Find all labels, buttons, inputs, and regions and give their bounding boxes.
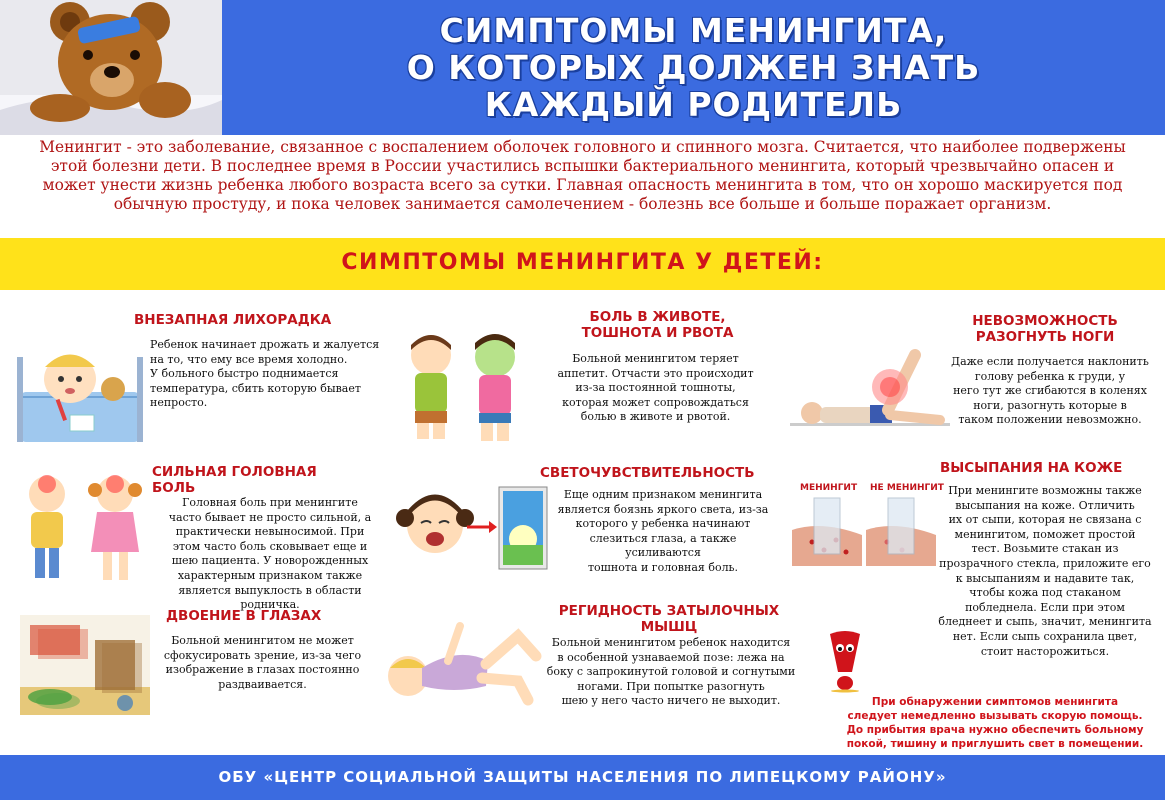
symptom-title-stomach: БОЛЬ В ЖИВОТЕ, ТОШНОТА И РВОТА (581, 309, 734, 341)
symptom-title-light: СВЕТОЧУВСТВИТЕЛЬНОСТЬ (540, 465, 755, 481)
warning-text: При обнаружении симптомов менингита следует немедленно вызывать скорую помощь. До прибытия врача нужно обеспечить больному покой, тишину и приглушить свет в помещении. (846, 696, 1144, 750)
section-title: СИМПТОМЫ МЕНИНГИТА У ДЕТЕЙ: (341, 250, 824, 275)
svg-text:МЕНИНГИТ: МЕНИНГИТ (800, 483, 858, 493)
page-title: СИМПТОМЫ МЕНИНГИТА, О КОТОРЫХ ДОЛЖЕН ЗНАТЬ КАЖДЫЙ РОДИТЕЛЬ (406, 11, 981, 124)
symptom-text-neck: Больной менингитом ребенок находится в особенной узнаваемой позе: лежа на боку с запрокинутой головой и согнутыми ногами. При попытке разогнуть шею у него часто ничего не выходит. (546, 636, 796, 708)
double-vision-room-icon (20, 615, 150, 715)
footer-organization: ОБУ «ЦЕНТР СОЦИАЛЬНОЙ ЗАЩИТЫ НАСЕЛЕНИЯ ПО ЛИПЕЦКОМУ РАЙОНУ» (218, 768, 947, 786)
symptom-text-headache: Головная боль при менингите часто бывает не просто сильной, а практически невыносимой. При этом часто боль сковывает еще и шею пациента. У новорожденных характерным признаком также является выпуклость в области родничка. (168, 496, 372, 612)
symptom-text-vision: Больной менингитом не может сфокусировать зрение, из-за чего изображение в глазах постоянно раздваивается. (163, 634, 362, 691)
symptom-title-vision: ДВОЕНИЕ В ГЛАЗАХ (166, 608, 322, 624)
intro-text: Менингит - это заболевание, связанное с воспалением оболочек головного и спинного мозга. Считается, что наиболее подвержены этой болезни дети. В последнее время в России участились вспышки бактериального менингита, который чрезвычайно опасен и может унести жизнь ребенка любого возраста всего за сутки. Главная опасность менингита в том, что он хорошо маскируется под обычную простуду, и пока человек занимается самолечением - болезнь все больше и больше поражает организм. (39, 138, 1126, 213)
teddy-bear-icon (0, 0, 222, 135)
symptom-title-headache: СИЛЬНАЯ ГОЛОВНАЯ БОЛЬ (152, 464, 317, 496)
nauseous-children-icon (393, 325, 533, 450)
headache-children-icon (15, 470, 150, 582)
svg-text:НЕ МЕНИНГИТ: НЕ МЕНИНГИТ (870, 483, 944, 493)
symptom-title-neck: РЕГИДНОСТЬ ЗАТЫЛОЧНЫХ МЫШЦ (558, 603, 780, 635)
symptom-text-light: Еще одним признаком менингита является боязнь яркого света, из-за которого у ребенка начинают слезиться глаза, а также усиливаются тошнота и головная боль. (557, 488, 769, 574)
exclamation-icon (822, 630, 868, 692)
lying-child-pose-icon (378, 606, 543, 706)
symptom-title-fever: ВНЕЗАПНАЯ ЛИХОРАДКА (134, 312, 332, 328)
glass-rash-test-icon (792, 480, 944, 566)
symptom-text-fever: Ребенок начинает дрожать и жалуется на то, что ему все время холодно. У больного быстро поднимается температура, сбить которую бывает непросто. (150, 338, 380, 410)
symptom-title-legs: НЕВОЗМОЖНОСТЬ РАЗОГНУТЬ НОГИ (972, 313, 1118, 345)
symptom-text-stomach: Больной менингитом теряет аппетит. Отчасти это происходит из-за постоянной тошноты, которая может сопровождаться болью в животе и рвотой. (557, 352, 754, 424)
sick-child-in-bed-icon (15, 337, 145, 449)
symptom-text-legs: Даже если получается наклонить голову ребенка к груди, у него тут же сгибаются в коленях ноги, разогнуть которые в таком положении невозможно. (951, 355, 1149, 427)
leg-raise-test-icon (790, 345, 950, 440)
symptom-text-rash: При менингите возможны также высыпания на коже. Отличить их от сыпи, которая не связана с менингитом, поможет простой тест. Возьмите стакан из прозрачного стекла, приложите его к высыпаниям и надавите так, чтобы кожа под стаканом побледнела. Если при этом бледнеет и сыпь, значит, менингита нет. Если сыпь сохранила цвет, стоит насторожиться. (938, 484, 1152, 658)
symptom-title-rash: ВЫСЫПАНИЯ НА КОЖЕ (940, 460, 1123, 476)
light-sensitivity-icon (397, 483, 552, 573)
